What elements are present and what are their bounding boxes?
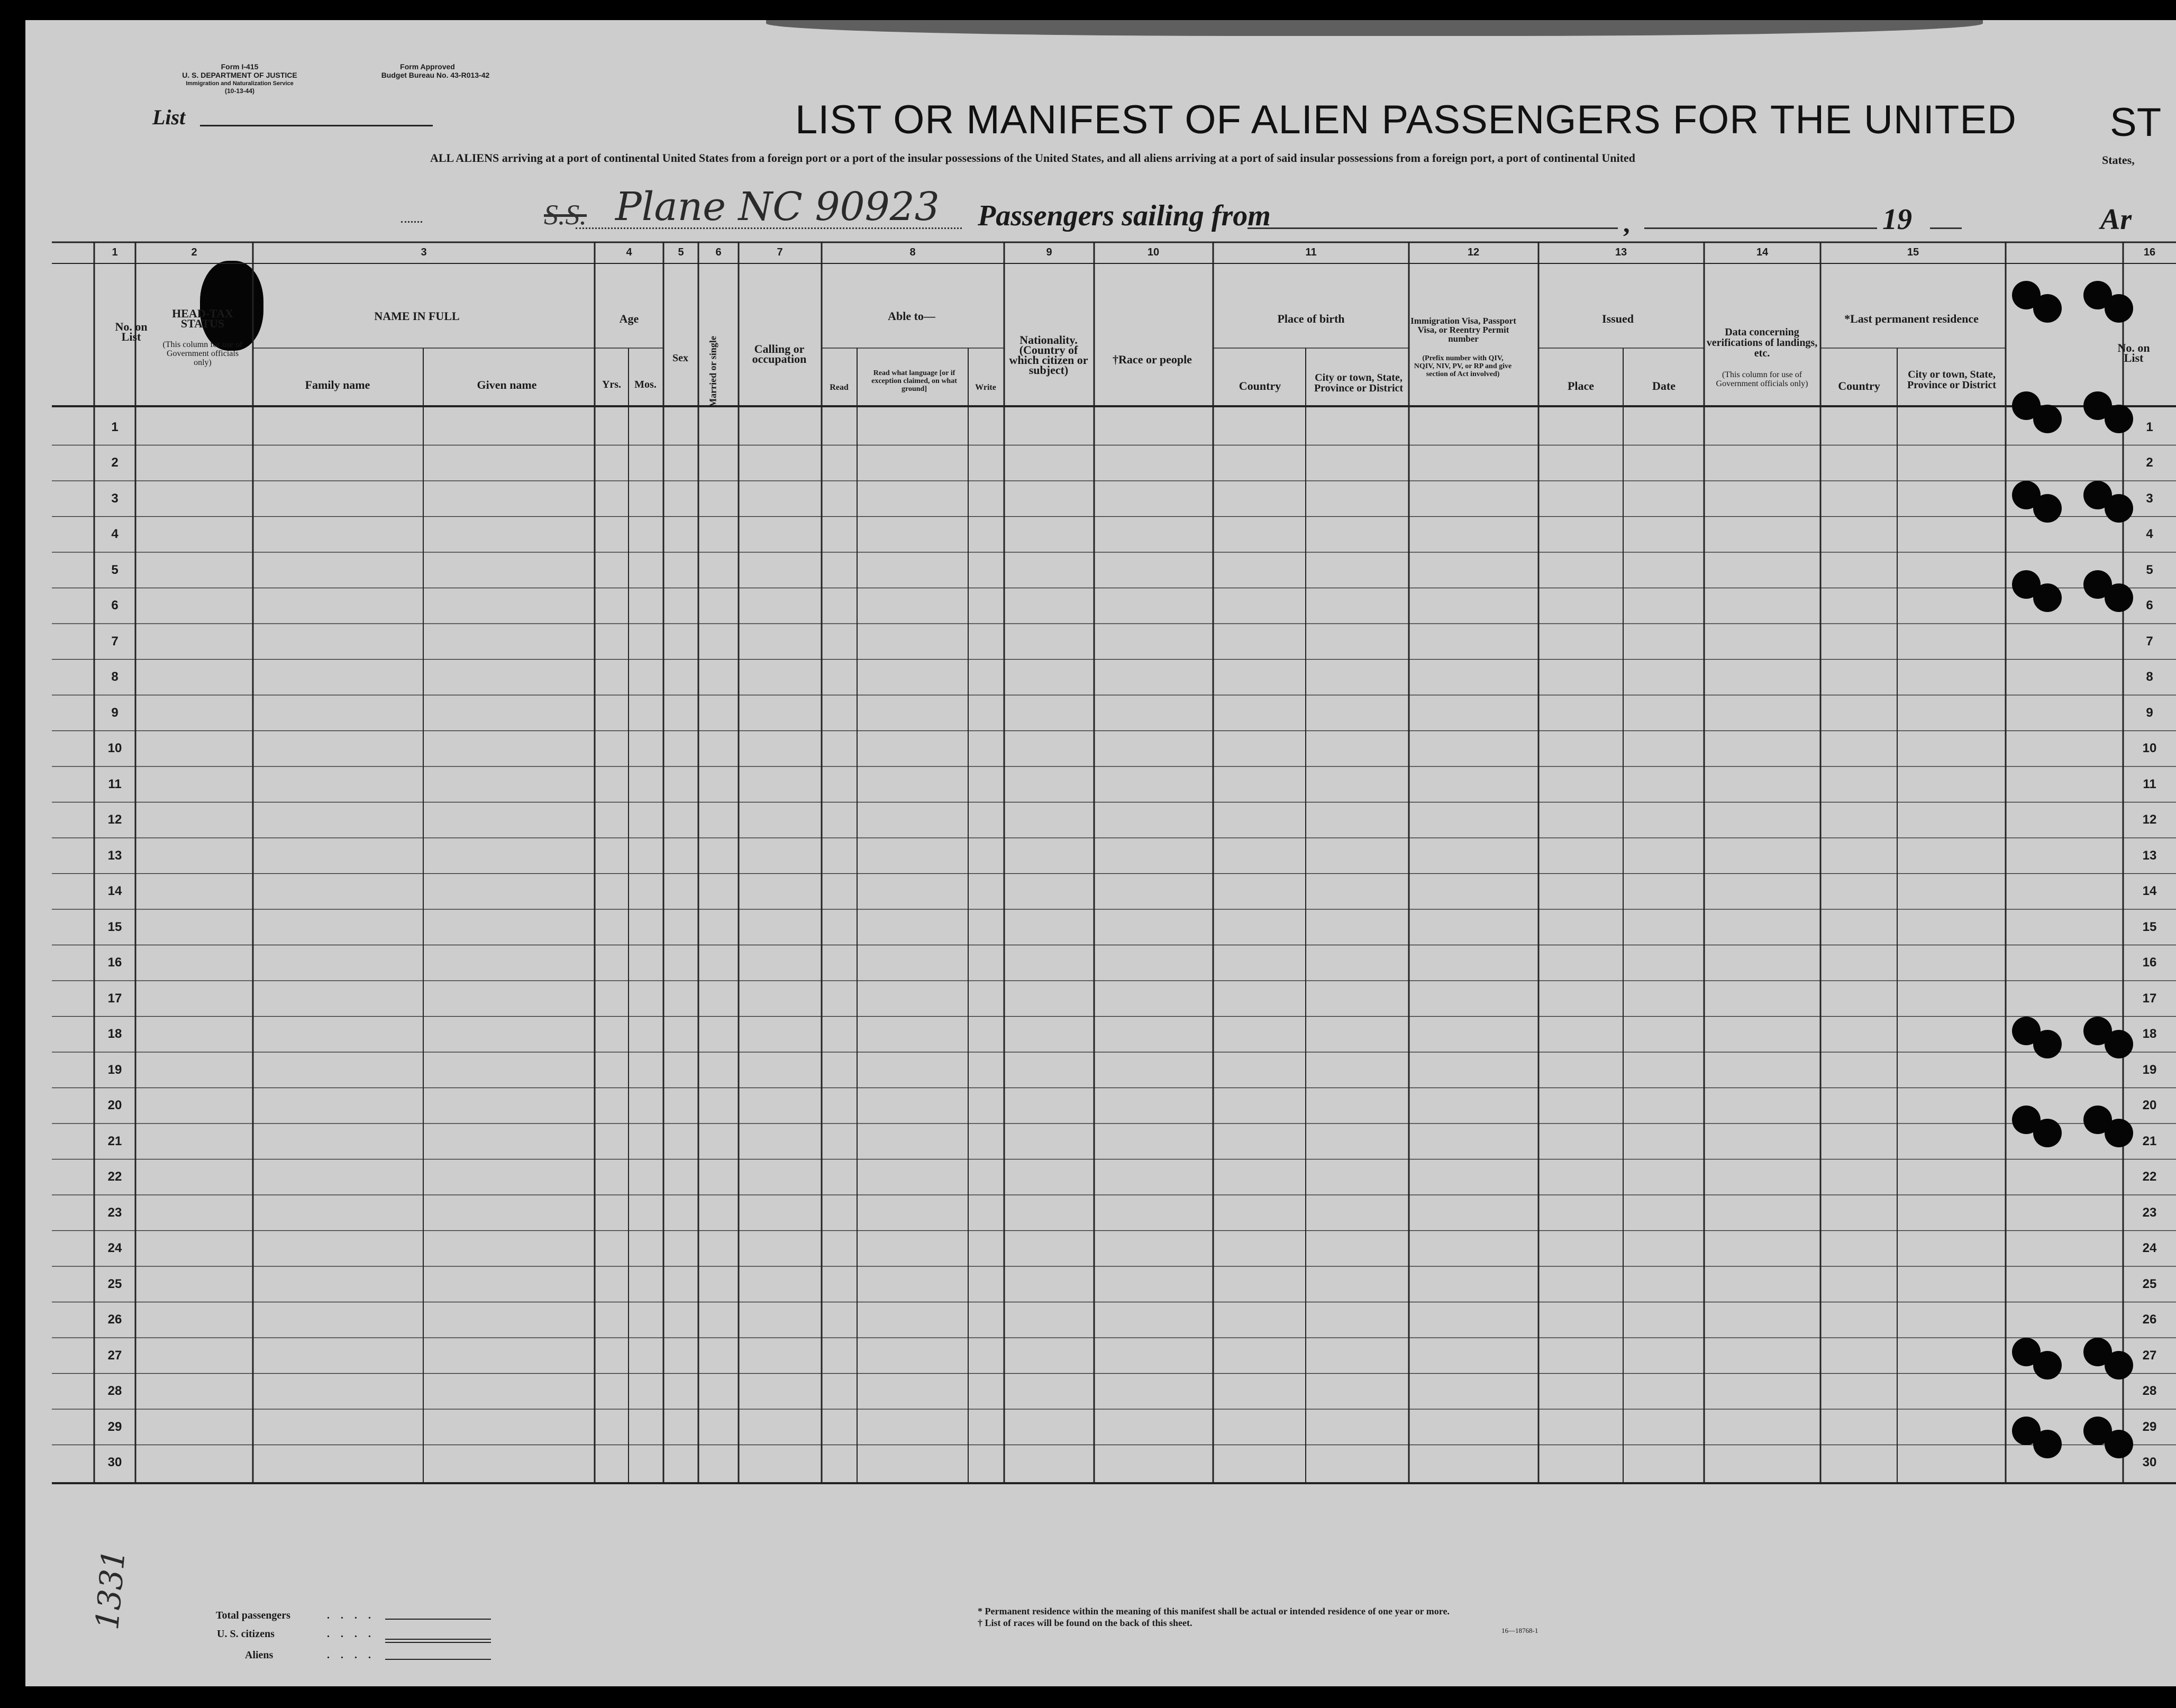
page-title-cut: ST (2110, 100, 2162, 145)
row-number-left: 2 (111, 455, 119, 470)
service: Immigration and Naturalization Service (186, 80, 294, 87)
row-number-right: 13 (2142, 848, 2157, 863)
header-mos: Mos. (634, 379, 657, 390)
row-number-right: 12 (2142, 812, 2157, 827)
header-data-note: (This column for use of Government officials only) (1716, 370, 1808, 388)
footer-dots: . . . . (327, 1649, 375, 1661)
binding-hole (2105, 1030, 2133, 1058)
row-number-right: 30 (2142, 1455, 2157, 1470)
header-given-name: Given name (477, 378, 537, 391)
row-number-right: 23 (2142, 1205, 2157, 1220)
row-number-left: 4 (111, 527, 119, 542)
column-number: 12 (1467, 246, 1480, 258)
binding-hole (2033, 1430, 2062, 1458)
binding-hole (2033, 405, 2062, 433)
column-number: 7 (777, 246, 783, 258)
row-number-left: 13 (107, 848, 122, 863)
row-number-left: 18 (107, 1027, 122, 1042)
row-number-left: 28 (107, 1384, 122, 1399)
header-yrs: Yrs. (602, 379, 622, 390)
row-number-left: 30 (107, 1455, 122, 1470)
row-number-left: 1 (111, 419, 119, 434)
row-number-right: 6 (2146, 598, 2153, 613)
row-number-right: 19 (2142, 1062, 2157, 1077)
row-number-right: 29 (2142, 1419, 2157, 1434)
row-number-left: 10 (107, 741, 122, 756)
budget-number: Budget Bureau No. 43-R013-42 (381, 71, 490, 79)
us-citizens-field[interactable] (385, 1639, 491, 1640)
header-write: Write (975, 383, 996, 392)
arriving-cut: Ar (2100, 203, 2132, 236)
binding-hole (2105, 583, 2133, 612)
approval: Form Approved (400, 62, 455, 71)
row-number-left: 26 (107, 1312, 122, 1327)
binding-hole (2105, 494, 2133, 523)
row-number-right: 20 (2142, 1098, 2157, 1113)
header-birth-country: Country (1239, 379, 1281, 392)
aliens-field[interactable] (385, 1659, 491, 1660)
row-number-right: 24 (2142, 1241, 2157, 1256)
column-number: 13 (1615, 246, 1627, 258)
header-name-in-full: NAME IN FULL (374, 309, 460, 323)
header-sex: Sex (672, 352, 688, 364)
row-number-left: 21 (107, 1134, 122, 1148)
total-passengers-field[interactable] (385, 1619, 491, 1620)
header-calling: Calling or occupation (752, 342, 807, 366)
row-number-right: 4 (2146, 527, 2153, 542)
handwritten-page-number: 1331 (89, 1547, 133, 1632)
row-number-left: 25 (107, 1276, 122, 1291)
row-number-left: 20 (107, 1098, 122, 1113)
binding-hole (2105, 1351, 2133, 1380)
year-prefix: 19 (1882, 203, 1912, 236)
column-number: 10 (1147, 246, 1160, 258)
row-number-right: 7 (2146, 634, 2153, 649)
row-number-right: 8 (2146, 670, 2153, 684)
row-number-left: 24 (107, 1241, 122, 1256)
row-number-left: 12 (107, 812, 122, 827)
row-number-left: 17 (107, 991, 122, 1006)
binding-hole (2105, 294, 2133, 323)
row-number-left: 7 (111, 634, 119, 649)
row-number-right: 17 (2142, 991, 2157, 1006)
form-date: (10-13-44) (224, 87, 255, 95)
column-number: 4 (626, 246, 632, 258)
us-citizens-double-rule (385, 1642, 491, 1643)
row-number-left: 19 (107, 1062, 122, 1077)
binding-hole (2033, 494, 2062, 523)
column-number: 5 (678, 246, 684, 258)
header-birth-city: City or town, State, Province or District (1314, 372, 1404, 394)
row-number-right: 2 (2146, 455, 2153, 470)
column-number: 9 (1046, 246, 1052, 258)
binding-hole (2105, 405, 2133, 433)
column-number: 8 (909, 246, 916, 258)
footnote-race: † List of races will be found on the back of this sheet. (978, 1618, 1192, 1628)
header-visa: Immigration Visa, Passport Visa, or Reentry Permit number (1410, 316, 1516, 344)
column-number: 11 (1305, 246, 1317, 258)
header-age: Age (619, 312, 639, 325)
row-number-left: 8 (111, 670, 119, 684)
header-head-tax-note: (This column for use of Government officials only) (162, 340, 243, 367)
footer-citizens-label: U. S. citizens (217, 1628, 275, 1640)
column-number: 2 (191, 246, 197, 258)
binding-hole (2033, 1030, 2062, 1058)
vessel-type-struck: S.S. (544, 199, 587, 231)
print-code: 16—18768-1 (1501, 1627, 1538, 1634)
form-id: Form I-415 (221, 62, 259, 71)
list-label: List (152, 105, 186, 129)
manifest-sheet (25, 20, 2176, 1686)
row-number-right: 22 (2142, 1170, 2157, 1184)
vessel-handwritten: Plane NC 90923 (615, 184, 940, 230)
header-race: †Race or people (1113, 353, 1192, 366)
header-issued-date: Date (1652, 379, 1676, 392)
row-number-left: 27 (107, 1348, 122, 1363)
header-visa-note: (Prefix number with QIV, NQIV, NIV, PV, or RP and give section of Act involved) (1414, 354, 1512, 378)
sailing-label: Passengers sailing from (978, 199, 1271, 232)
row-number-right: 1 (2146, 419, 2153, 434)
footnote-residence: * Permanent residence within the meaning of this manifest shall be actual or intended residence of one year or more. (978, 1606, 1450, 1616)
footer-total-label: Total passengers (216, 1610, 290, 1621)
footer-dots: . . . . (327, 1628, 375, 1640)
page-title: LIST OR MANIFEST OF ALIEN PASSENGERS FOR THE UNITED (795, 97, 2017, 142)
row-number-right: 21 (2142, 1134, 2157, 1148)
department: U. S. DEPARTMENT OF JUSTICE (182, 71, 297, 79)
row-number-right: 14 (2142, 884, 2157, 899)
row-number-right: 9 (2146, 705, 2153, 720)
column-number: 15 (1907, 246, 1919, 258)
column-number: 14 (1756, 246, 1769, 258)
row-number-left: 9 (111, 705, 119, 720)
comma: , (1623, 208, 1630, 238)
binding-hole (2033, 1351, 2062, 1380)
row-number-right: 3 (2146, 491, 2153, 506)
row-number-left: 5 (111, 562, 119, 577)
header-data-concerning: Data concerning verifications of landings, etc. (1706, 326, 1818, 359)
header-issued-place: Place (1567, 379, 1595, 392)
column-number: 6 (715, 246, 722, 258)
row-number-right: 16 (2142, 955, 2157, 970)
row-number-left: 6 (111, 598, 119, 613)
row-number-left: 22 (107, 1170, 122, 1184)
header-head-tax: HEAD-TAX STATUS (172, 307, 233, 330)
row-number-left: 29 (107, 1419, 122, 1434)
column-number: 1 (112, 246, 118, 258)
header-family-name: Family name (305, 378, 370, 391)
row-number-left: 11 (108, 777, 122, 791)
header-married-single: Married or single (707, 336, 718, 407)
header-place-of-birth: Place of birth (1277, 312, 1345, 325)
row-number-right: 15 (2142, 919, 2157, 934)
row-number-left: 16 (107, 955, 122, 970)
header-no-on-list-right: No. on List (2117, 341, 2150, 364)
row-number-left: 23 (107, 1205, 122, 1220)
row-number-left: 15 (107, 919, 122, 934)
row-number-left: 14 (107, 884, 122, 899)
row-number-right: 18 (2142, 1027, 2157, 1042)
footer-aliens-label: Aliens (245, 1649, 274, 1661)
column-number: 3 (421, 246, 427, 258)
row-number-left: 3 (111, 491, 119, 506)
footer-dots: . . . . (327, 1610, 375, 1621)
binding-hole (2105, 1119, 2133, 1147)
binding-hole (2033, 1119, 2062, 1147)
header-issued: Issued (1602, 312, 1634, 325)
header-read: Read (830, 383, 849, 392)
header-able-to: Able to— (888, 309, 935, 323)
subtitle-cut: States, (2102, 153, 2135, 167)
row-number-right: 5 (2146, 562, 2153, 577)
row-number-right: 10 (2142, 741, 2157, 756)
header-nationality: Nationality. (Country of which citizen or subject) (1009, 333, 1088, 377)
row-number-right: 27 (2142, 1348, 2157, 1363)
row-number-right: 25 (2142, 1276, 2157, 1291)
row-number-right: 11 (2143, 777, 2156, 791)
header-res-country: Country (1838, 379, 1880, 392)
row-number-right: 26 (2142, 1312, 2157, 1327)
header-res-city: City or town, State, Province or District (1907, 369, 1997, 391)
header-read-language: Read what language [or if exception claimed, on what ground] (871, 369, 957, 393)
header-last-residence: *Last permanent residence (1844, 312, 1979, 325)
binding-hole (2033, 294, 2062, 323)
binding-hole (2105, 1430, 2133, 1458)
binding-hole (2033, 583, 2062, 612)
header-no-on-list: No. on List (115, 320, 148, 343)
subtitle: ALL ALIENS arriving at a port of continental United States from a foreign port or a port of the insular possessions of the United States, and all aliens arriving at a port of said insular possessions from a foreign port, a port of continental United (430, 151, 1635, 165)
column-number: 16 (2143, 246, 2156, 258)
manifest-grid (25, 20, 2176, 1686)
row-number-right: 28 (2142, 1384, 2157, 1399)
